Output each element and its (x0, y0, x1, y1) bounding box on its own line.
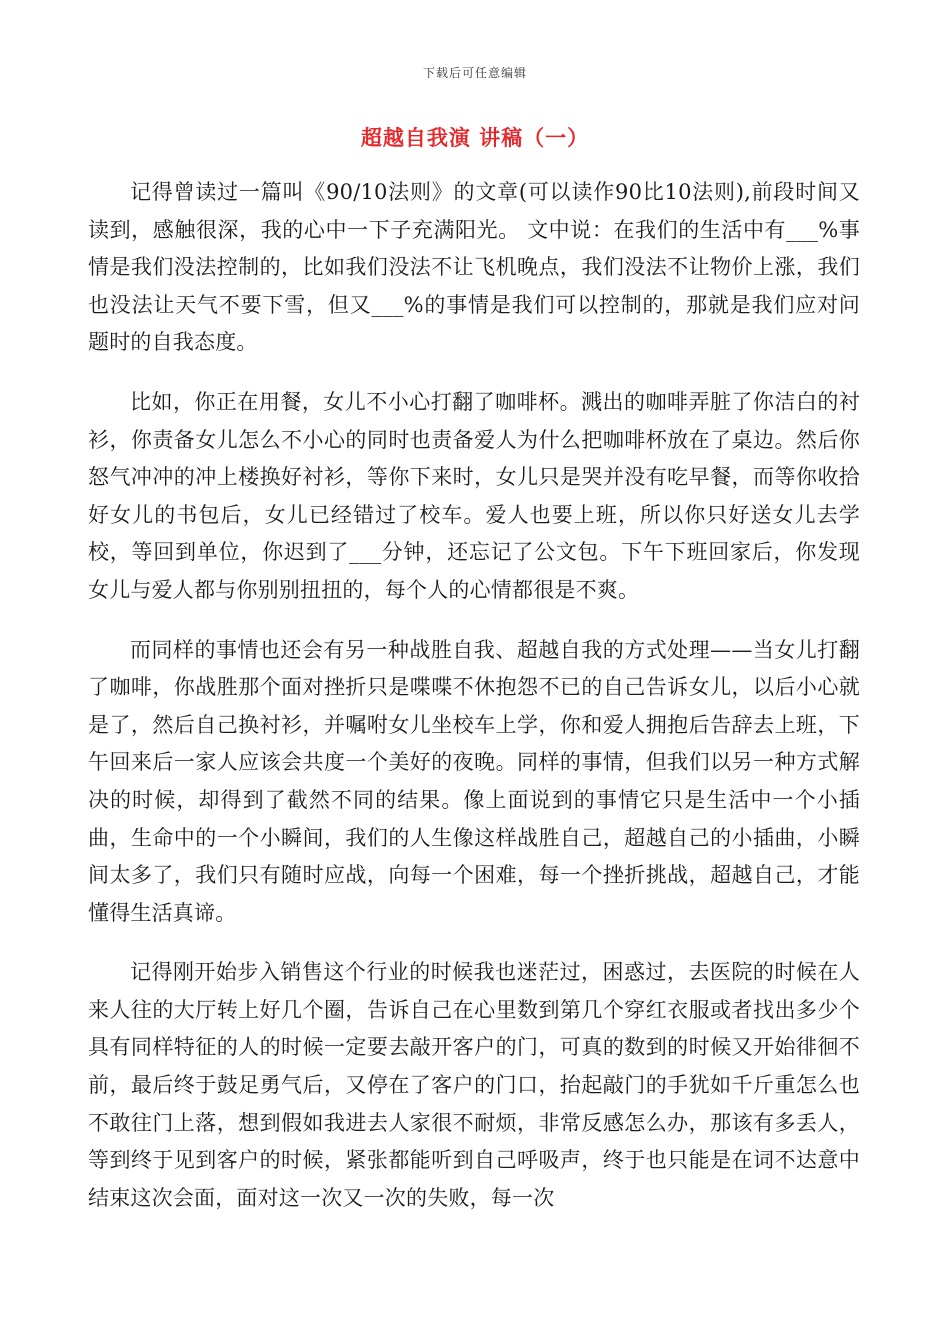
paragraph-2: 比如，你正在用餐，女儿不小心打翻了咖啡杯。溅出的咖啡弄脏了你洁白的衬衫，你责备女儿怎么不小心的同时也责备爱人为什么把咖啡杯放在了桌边。然后你怒气冲冲的冲上楼换好衬衫，等你下来时，女儿只是哭并没有吃早餐，而等你收拾好女儿的书包后，女儿已经错过了校车。爱人也要上班，所以你只好送女儿去学校，等回到单位，你迟到了___分钟，还忘记了公文包。下午下班回家后，你发现女儿与爱人都与你别别扭扭的，每个人的心情都很是不爽。 (88, 389, 860, 602)
header-note: 下载后可任意编辑 (422, 66, 527, 80)
paragraph-1: 记得曾读过一篇叫《90/10法则》的文章(可以读作90比10法则),前段时间又读到，感触很深，我的心中一下子充满阳光。 文中说：在我们的生活中有___%事情是我们没法控制的，比如我们没法不让飞机晚点，我们没法不让物价上涨，我们也没法让天气不要下雪，但又___%的事情是我们可以控制的，那就是我们应对问题时的自我态度。 (88, 180, 860, 355)
paragraph-3: 而同样的事情也还会有另一种战胜自我、超越自我的方式处理——当女儿打翻了咖啡，你战胜那个面对挫折只是喋喋不休抱怨不已的自己告诉女儿，以后小心就是了，然后自己换衬衫，并嘱咐女儿坐校车上学，你和爱人拥抱后告辞去上班，下午回来后一家人应该会共度一个美好的夜晚。同样的事情，但我们以另一种方式解决的时候，却得到了截然不同的结果。像上面说到的事情它只是生活中一个小插曲，生命中的一个小瞬间，我们的人生像这样战胜自己，超越自己的小插曲，小瞬间太多了，我们只有随时应战，向每一个困难，每一个挫折挑战，超越自己，才能懂得生活真谛。 (88, 637, 860, 925)
document-title: 超越自我演 讲稿（一） (360, 125, 590, 150)
paragraph-4: 记得刚开始步入销售这个行业的时候我也迷茫过，困惑过，去医院的时候在人来人往的大厅转上好几个圈，告诉自己在心里数到第几个穿红衣服或者找出多少个具有同样特征的人的时候一定要去敲开客户的门，可真的数到的时候又开始徘徊不前，最后终于鼓足勇气后，又停在了客户的门口，抬起敲门的手犹如千斤重怎么也不敢往门上落，想到假如我进去人家很不耐烦，非常反感怎么办，那该有多丢人，等到终于见到客户的时候，紧张都能听到自己呼吸声，终于也只能是在词不达意中结束这次会面，面对这一次又一次的失败，每一次 (88, 960, 860, 1210)
document-body (88, 174, 860, 1239)
